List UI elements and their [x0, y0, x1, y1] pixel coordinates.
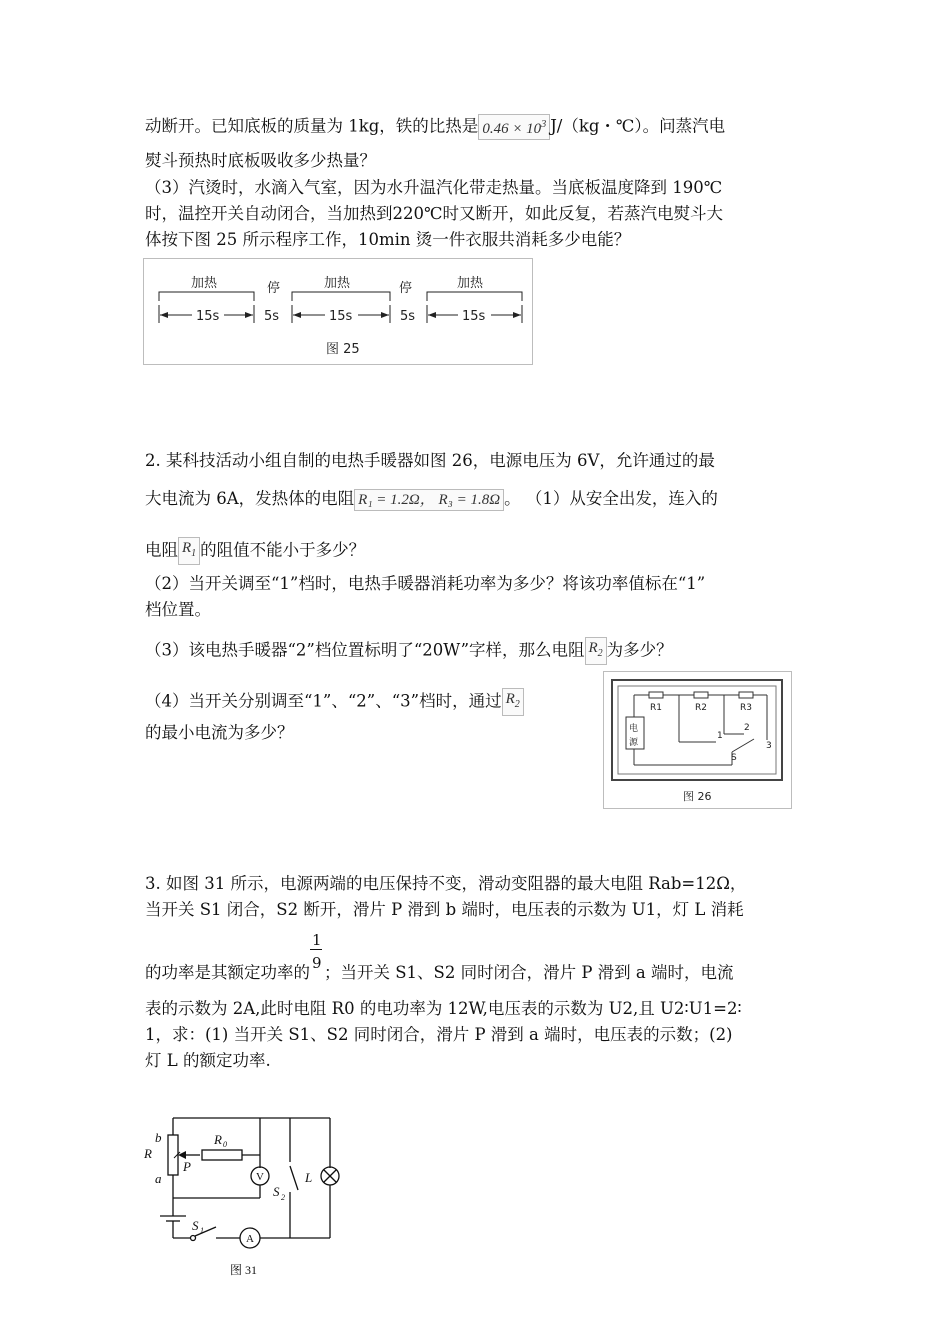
- fig25-caption: 图 25: [326, 342, 360, 357]
- fig31-S1: S: [192, 1218, 199, 1233]
- p2-line2-text-a: 大电流为 6A，发热体的电阻: [145, 489, 355, 508]
- r1-symbol: $R_1$: [178, 537, 200, 565]
- fig31-R0: R: [214, 1132, 222, 1147]
- p2-line3-text-b: 的阻值不能小于多少？: [200, 540, 366, 560]
- p2-line6-text-b: 为多少？: [606, 640, 673, 660]
- fig31-caption: 图 31: [230, 1263, 258, 1277]
- p2-line6: [145, 637, 673, 665]
- p2-line7: [145, 688, 524, 716]
- p3-line3-text-a: 的功率是其额定功率的: [145, 963, 310, 982]
- fig26-source-2: 源: [629, 738, 639, 748]
- p3-line3: [145, 930, 734, 985]
- p3-line6: 灯 L 的额定功率.: [145, 1051, 271, 1070]
- one-ninth-fraction: $\frac{1}{9}$: [312, 930, 322, 972]
- fig26-r3: R3: [740, 703, 752, 713]
- fig31-L: L: [305, 1170, 313, 1185]
- fig25-label-heat-1: 加热: [191, 276, 218, 291]
- fig31-S1-sub: 1: [200, 1226, 204, 1235]
- p2-line2: [145, 488, 718, 511]
- p2-line8: 的最小电流为多少？: [145, 723, 294, 742]
- fig31-A: A: [246, 1233, 254, 1245]
- fig31-R: R: [144, 1146, 152, 1161]
- fig26-r1: R1: [650, 703, 662, 713]
- r2-symbol: $R_2$: [585, 637, 607, 665]
- fig25-dur-3: 15s: [329, 309, 353, 324]
- fig26-pos2: 2: [744, 723, 750, 733]
- resistance-formula: R₁ = 1.2Ω， R₃ = 1.8Ω: [354, 489, 504, 511]
- fig31-b: b: [155, 1130, 162, 1145]
- fig25-dur-1: 15s: [196, 309, 220, 324]
- p3-line5: 1，求：(1) 当开关 S1、S2 同时闭合，滑片 P 滑到 a 端时，电压表的示数；(2): [145, 1025, 733, 1044]
- fig25-label-heat-2: 加热: [324, 276, 351, 291]
- fig25-dur-2: 5s: [264, 309, 280, 324]
- p2-line7-text-a: （4）当开关分别调至“1”、“2”、“3”档时，通过: [145, 691, 502, 711]
- p2-line6-text-a: （3）该电热手暖器“2”档位置标明了“20W”字样，那么电阻: [145, 640, 585, 660]
- p1-line1-text-a: 动断开。已知底板的质量为 1kg，铁的比热是: [145, 116, 479, 136]
- p1-line1: [145, 114, 725, 140]
- p2-line3: [145, 537, 365, 565]
- fig26-r2: R2: [695, 703, 707, 713]
- fig26-switch: S: [731, 753, 737, 763]
- r2-symbol-2: $R_2$: [502, 688, 524, 716]
- fig25-label-stop-1: 停: [267, 281, 281, 296]
- fig26-source-1: 电: [629, 724, 639, 734]
- fig26-caption: 图 26: [683, 790, 712, 803]
- figure-25-timeline: [143, 258, 533, 365]
- fig31-S2-sub: 2: [281, 1193, 285, 1202]
- fig31-R0-sub: 0: [223, 1140, 227, 1149]
- p1-line5: 体按下图 25 所示程序工作，10min 烫一件衣服共消耗多少电能？: [145, 230, 631, 249]
- fig25-label-stop-2: 停: [399, 281, 413, 296]
- fig25-label-heat-3: 加热: [457, 276, 484, 291]
- fig25-dur-5: 15s: [462, 309, 486, 324]
- p1-line4: 时，温控开关自动闭合，当加热到220℃时又断开，如此反复，若蒸汽电熨斗大: [145, 204, 723, 223]
- specific-heat-formula: $0.46 \times 10^3$: [478, 114, 550, 140]
- fig31-S2: S: [273, 1184, 280, 1199]
- p2-line5: 档位置。: [145, 600, 211, 619]
- p3-line4: 表的示数为 2A,此时电阻 R0 的电功率为 12W,电压表的示数为 U2,且 U2∶U1=2∶: [145, 999, 742, 1018]
- p2-line1: 2. 某科技活动小组自制的电热手暖器如图 26，电源电压为 6V，允许通过的最: [145, 451, 715, 470]
- p1-line1-text-b: J/（kg・℃）。问蒸汽电: [550, 116, 726, 136]
- p3-line2: 当开关 S1 闭合，S2 断开，滑片 P 滑到 b 端时，电压表的示数为 U1，灯 L 消耗: [145, 900, 744, 919]
- fig31-V: V: [256, 1171, 264, 1183]
- p2-line2-text-b: 。 （1）从安全出发，连入的: [504, 489, 718, 508]
- p1-line3: （3）汽烫时，水滴入气室，因为水升温汽化带走热量。当底板温度降到 190℃: [145, 178, 723, 197]
- fig31-a: a: [155, 1171, 162, 1186]
- fig31-P: P: [183, 1159, 191, 1174]
- p3-line3-text-b: ；当开关 S1、S2 同时闭合，滑片 P 滑到 a 端时，电流: [324, 963, 734, 982]
- fig26-pos1: 1: [717, 731, 723, 741]
- p2-line4: （2）当开关调至“1”档时，电热手暖器消耗功率为多少？将该功率值标在“1”: [145, 574, 706, 593]
- p2-line3-text-a: 电阻: [145, 540, 178, 560]
- fig25-dur-4: 5s: [400, 309, 416, 324]
- figure-26-circuit: [603, 671, 792, 809]
- p3-line1: 3. 如图 31 所示，电源两端的电压保持不变，滑动变阻器的最大电阻 Rab=12Ω，: [145, 874, 747, 893]
- p1-line2: 熨斗预热时底板吸收多少热量？: [145, 151, 376, 170]
- figure-31-circuit: [140, 1110, 350, 1280]
- fig26-pos3: 3: [766, 741, 772, 751]
